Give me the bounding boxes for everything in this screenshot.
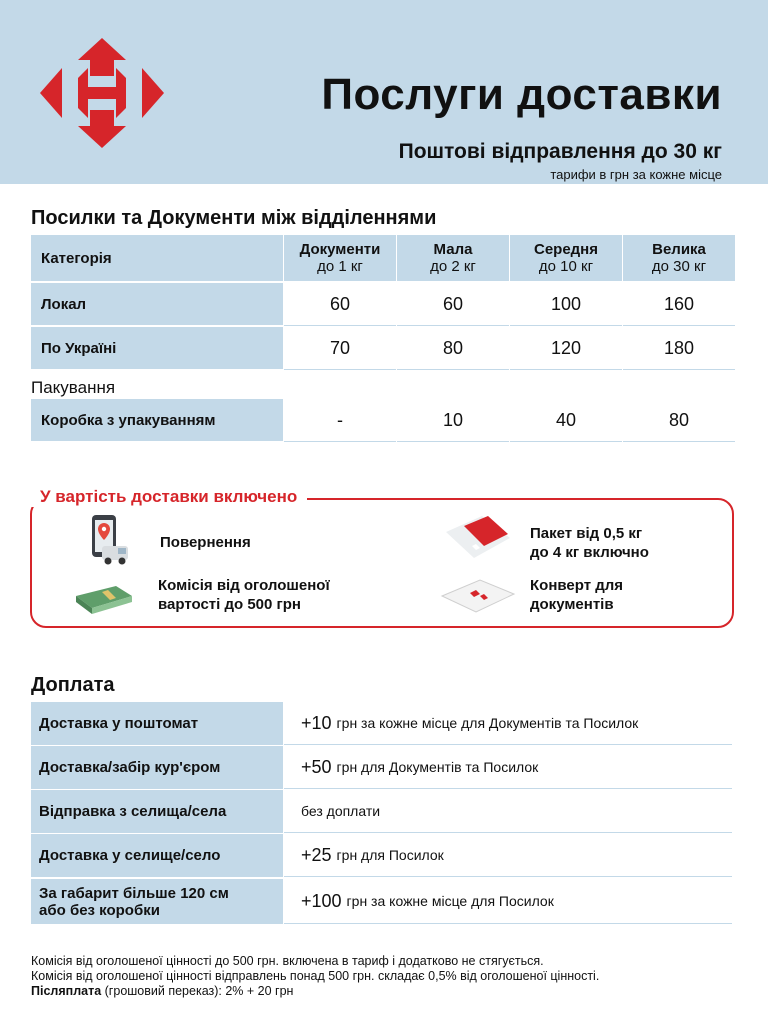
- page-title: Послуги доставки: [321, 70, 722, 119]
- extra-row-value: без доплати: [284, 790, 732, 833]
- table-cell: 120: [510, 327, 622, 370]
- tariff-note: тарифи в грн за кожне місце: [550, 167, 722, 182]
- row-label: Локал: [31, 283, 283, 326]
- table-row-packaging: [31, 399, 735, 442]
- footer-notes: [31, 954, 599, 999]
- extra-row-label: Доставка у поштомат: [31, 702, 283, 745]
- table-cell: 80: [623, 399, 735, 442]
- extra-row-label: Доставка у селище/село: [31, 834, 283, 877]
- extra-row-value: +100 грн за кожне місце для Посилок: [284, 879, 732, 924]
- row-label: По Україні: [31, 327, 283, 370]
- table-cell: 80: [397, 327, 509, 370]
- extra-row-value: +10 грн за кожне місце для Документів та Посилок: [284, 702, 732, 745]
- envelope-icon: [440, 576, 516, 616]
- footer-line: Комісія від оголошеної цінності до 500 грн. включена в тариф і додатково не стягується.: [31, 954, 544, 968]
- package-bag-icon: [442, 512, 514, 562]
- extra-charges-title: Доплата: [31, 674, 115, 696]
- col-header-documents: Документи до 1 кг: [284, 235, 396, 281]
- table-row-ukraine: [31, 327, 735, 370]
- row-label: Коробка з упакуванням: [31, 399, 283, 442]
- page-subtitle: Поштові відправлення до 30 кг: [398, 140, 722, 163]
- table-cell: 10: [397, 399, 509, 442]
- parcels-table-header: [31, 235, 735, 281]
- header-banner: [0, 0, 768, 184]
- col-header-large: Велика до 30 кг: [623, 235, 735, 281]
- parcels-section-title: Посилки та Документи між відділеннями: [31, 207, 437, 229]
- included-item-package: Пакет від 0,5 кг до 4 кг включно: [530, 525, 649, 561]
- return-phone-van-icon: [78, 512, 134, 568]
- included-services-title: У вартість доставки включено: [30, 487, 307, 507]
- included-item-commission: Комісія від оголошеної вартості до 500 грн: [158, 577, 330, 613]
- table-cell: 100: [510, 283, 622, 326]
- nova-poshta-logo-icon: [40, 38, 164, 148]
- col-header-small: Мала до 2 кг: [397, 235, 509, 281]
- table-row-local: [31, 283, 735, 326]
- extra-row-label: Відправка з селища/села: [31, 790, 283, 833]
- table-cell: 40: [510, 399, 622, 442]
- col-header-category: Категорія: [31, 235, 283, 281]
- table-cell: 60: [284, 283, 396, 326]
- extra-row-label: Доставка/забір кур'єром: [31, 746, 283, 789]
- table-cell: -: [284, 399, 396, 442]
- included-item-envelope: Конверт для документів: [530, 577, 624, 613]
- extra-row-value: +25 грн для Посилок: [284, 834, 732, 877]
- money-stack-icon: [72, 580, 136, 616]
- included-item-return: Повернення: [160, 534, 251, 551]
- footer-line: Післяплата (грошовий переказ): 2% + 20 грн: [31, 984, 294, 998]
- col-header-medium: Середня до 10 кг: [510, 235, 622, 281]
- packaging-label: Пакування: [31, 378, 116, 397]
- extra-row-value: +50 грн для Документів та Посилок: [284, 746, 732, 789]
- table-cell: 160: [623, 283, 735, 326]
- extra-row-label: За габарит більше 120 см або без коробки: [31, 879, 283, 924]
- table-cell: 180: [623, 327, 735, 370]
- footer-line: Комісія від оголошеної цінності відправлень понад 500 грн. складає 0,5% від оголошеної цінності.: [31, 969, 600, 983]
- table-cell: 70: [284, 327, 396, 370]
- table-cell: 60: [397, 283, 509, 326]
